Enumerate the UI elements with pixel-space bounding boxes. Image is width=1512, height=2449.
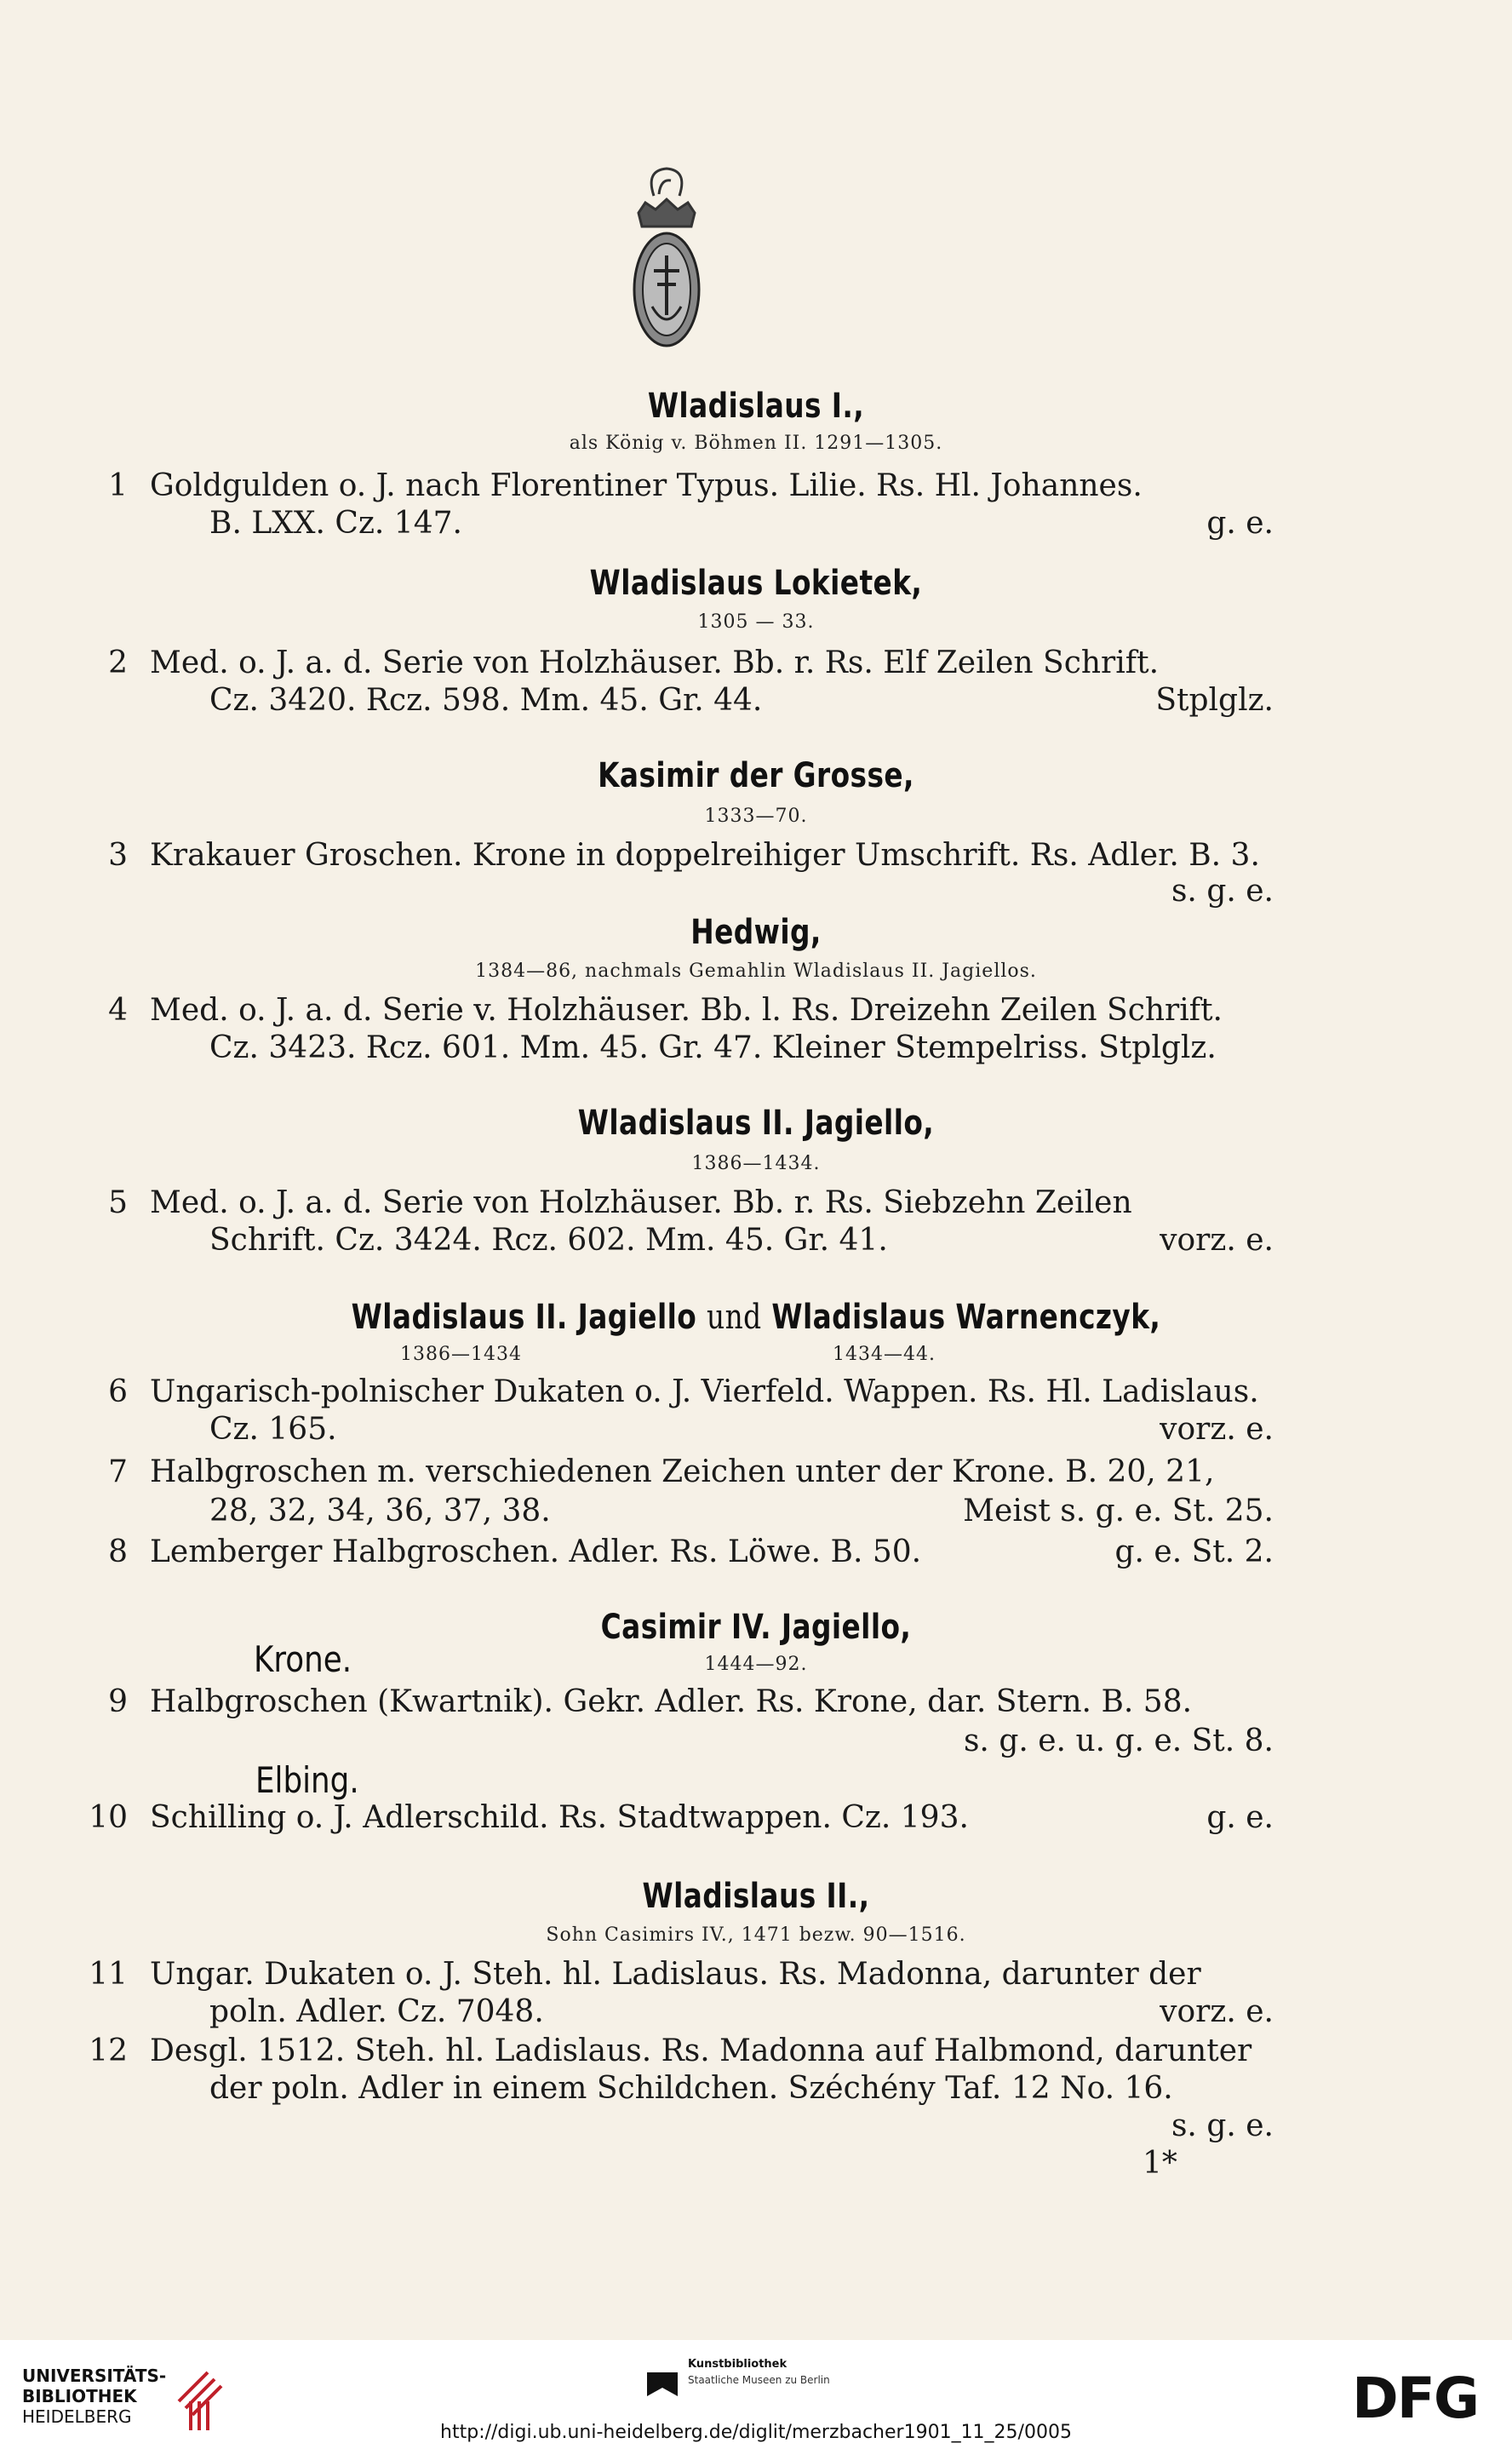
entry-number: 3 (108, 838, 128, 873)
section-subtitle: 1305 — 33. (697, 611, 815, 633)
entry-4-line-2 (0, 1029, 1512, 1068)
entry-3-line-1 (0, 836, 1512, 875)
entry-5-line-1 (0, 1184, 1512, 1223)
section-title-jagiello: Wladislaus II. Jagiello, (577, 1104, 935, 1143)
polish-crest-emblem (620, 162, 713, 366)
entry-grade: s. g. e. (1171, 2108, 1274, 2143)
entry-7-line-1 (0, 1453, 1512, 1492)
section-title-jagiello-warnenczyk (136, 1298, 1376, 1337)
section-title-und: und (707, 1298, 762, 1337)
uni-line-3: HEIDELBERG (22, 2406, 132, 2427)
uni-line-1: UNIVERSITÄTS- (22, 2366, 167, 2386)
entry-11-line-1 (0, 1955, 1512, 1994)
entry-3-line-2 (0, 872, 1512, 911)
entry-grade: vorz. e. (1160, 1412, 1274, 1447)
section-subtitle: 1333—70. (704, 806, 808, 827)
kb-title: Kunstbibliothek (688, 2358, 788, 2371)
entry-text: Desgl. 1512. Steh. hl. Ladislaus. Rs. Madonna auf Halbmond, darunter (150, 2033, 1252, 2068)
entry-grade: g. e. St. 2. (1114, 1534, 1274, 1569)
entry-text: Schrift. Cz. 3424. Rcz. 602. Mm. 45. Gr. 41. (209, 1223, 888, 1258)
entry-9-line-2 (0, 1722, 1512, 1761)
entry-text: Cz. 3423. Rcz. 601. Mm. 45. Gr. 47. Kleiner Stempelriss. Stplglz. (209, 1030, 1217, 1065)
section-title-casimir-iv: Casimir IV. Jagiello, (600, 1608, 912, 1647)
entry-text: Halbgroschen m. verschiedenen Zeichen unter der Krone. B. 20, 21, (150, 1454, 1215, 1489)
entry-1-line-2 (0, 504, 1512, 543)
entry-text: der poln. Adler in einem Schildchen. Széchény Taf. 12 No. 16. (209, 2071, 1173, 2106)
entry-text: Cz. 3420. Rcz. 598. Mm. 45. Gr. 44. (209, 683, 763, 718)
entry-12-line-1 (0, 2032, 1512, 2071)
entry-grade: s. g. e. u. g. e. St. 8. (963, 1723, 1274, 1758)
entry-grade: vorz. e. (1160, 1223, 1274, 1258)
entry-number: 1 (108, 468, 128, 503)
section-subtitle: 1384—86, nachmals Gemahlin Wladislaus II. Jagiellos. (475, 961, 1037, 982)
kunstbibliothek-icon (645, 2367, 679, 2401)
entry-6-line-2 (0, 1410, 1512, 1449)
entry-text: Krakauer Groschen. Krone in doppelreihiger Umschrift. Rs. Adler. B. 3. (150, 838, 1260, 873)
entry-text: Schilling o. J. Adlerschild. Rs. Stadtwappen. Cz. 193. (150, 1800, 969, 1835)
entry-2-line-1 (0, 644, 1512, 683)
section-title-wladislaus-i: Wladislaus I., (647, 387, 865, 426)
entry-grade: Meist s. g. e. St. 25. (963, 1494, 1274, 1528)
entry-number: 7 (108, 1454, 128, 1489)
university-library-logo[interactable] (22, 2366, 166, 2427)
entry-number: 5 (108, 1185, 128, 1220)
entry-12-line-3 (0, 2107, 1512, 2146)
entry-text: Cz. 165. (209, 1412, 337, 1447)
entry-4-line-1 (0, 991, 1512, 1030)
entry-11-line-2 (0, 1993, 1512, 2032)
entry-grade: g. e. (1206, 506, 1274, 541)
entry-number: 2 (108, 645, 128, 680)
entry-number: 6 (108, 1374, 128, 1409)
entry-1-line-1 (0, 467, 1512, 506)
entry-text: Ungarisch-polnischer Dukaten o. J. Vierfeld. Wappen. Rs. Hl. Ladislaus. (150, 1374, 1259, 1409)
entry-number: 10 (89, 1800, 128, 1835)
entry-grade: s. g. e. (1171, 874, 1274, 909)
entry-text: B. LXX. Cz. 147. (209, 506, 462, 541)
uni-line-2: BIBLIOTHEK (22, 2386, 137, 2406)
section-subtitle: 1444—92. (704, 1654, 808, 1675)
entry-text: Med. o. J. a. d. Serie von Holzhäuser. Bb. r. Rs. Elf Zeilen Schrift. (150, 645, 1160, 680)
entry-7-line-2 (0, 1492, 1512, 1531)
entry-5-line-2 (0, 1221, 1512, 1260)
entry-text: poln. Adler. Cz. 7048. (209, 1994, 544, 2029)
dfg-logo[interactable]: DFG (1351, 2366, 1478, 2431)
entry-text: Ungar. Dukaten o. J. Steh. hl. Ladislaus. Rs. Madonna, darunter der (150, 1957, 1201, 1992)
section-subtitle: Sohn Casimirs IV., 1471 bezw. 90—1516. (546, 1924, 966, 1946)
entry-text: Med. o. J. a. d. Serie von Holzhäuser. Bb. r. Rs. Siebzehn Zeilen (150, 1185, 1132, 1220)
kb-subtitle: Staatliche Museen zu Berlin (688, 2374, 830, 2386)
section-subtitle-a: 1386—1434 (400, 1344, 522, 1365)
entry-number: 8 (108, 1534, 128, 1569)
entry-text: 28, 32, 34, 36, 37, 38. (209, 1494, 551, 1528)
entry-text: Med. o. J. a. d. Serie v. Holzhäuser. Bb. l. Rs. Dreizehn Zeilen Schrift. (150, 993, 1223, 1028)
entry-9-line-1 (0, 1683, 1512, 1722)
section-subtitle: 1386—1434. (691, 1153, 821, 1174)
section-title-hedwig: Hedwig, (690, 913, 822, 952)
entry-number: 12 (89, 2033, 128, 2068)
sublabel-elbing: Elbing. (255, 1759, 359, 1801)
entry-text: Lemberger Halbgroschen. Adler. Rs. Löwe. B. 50. (150, 1534, 922, 1569)
section-subtitle: als König v. Böhmen II. 1291—1305. (569, 433, 943, 454)
entry-grade: g. e. (1206, 1800, 1274, 1835)
section-title-part: Wladislaus Warnenczyk, (771, 1298, 1161, 1337)
entry-number: 11 (89, 1957, 128, 1992)
entry-grade: Stplglz. (1155, 683, 1274, 718)
page-signature: 1* (1143, 2146, 1177, 2181)
sublabel-krone: Krone. (254, 1638, 352, 1680)
section-title-wladislaus-ii: Wladislaus II., (642, 1877, 870, 1916)
section-title-lokietek: Wladislaus Lokietek, (589, 564, 923, 603)
entry-6-line-1 (0, 1373, 1512, 1412)
section-title-kasimir: Kasimir der Grosse, (598, 756, 914, 795)
entry-text: Halbgroschen (Kwartnik). Gekr. Adler. Rs. Krone, dar. Stern. B. 58. (150, 1684, 1193, 1719)
entry-grade: vorz. e. (1160, 1994, 1274, 2029)
permalink-url[interactable]: http://digi.ub.uni-heidelberg.de/diglit/merzbacher1901_11_25/0005 (440, 2422, 1072, 2443)
section-subtitle-b: 1434—44. (833, 1344, 936, 1365)
entry-8-line-1 (0, 1533, 1512, 1572)
page-signature-line (0, 2144, 1512, 2183)
digitization-footer (0, 2340, 1512, 2449)
section-title-part: Wladislaus II. Jagiello (351, 1298, 697, 1337)
entry-text: Goldgulden o. J. nach Florentiner Typus. Lilie. Rs. Hl. Johannes. (150, 468, 1143, 503)
entry-2-line-2 (0, 681, 1512, 720)
entry-12-line-2 (0, 2069, 1512, 2108)
entry-10-line-1 (0, 1798, 1512, 1838)
entry-number: 4 (108, 993, 128, 1028)
entry-number: 9 (108, 1684, 128, 1719)
